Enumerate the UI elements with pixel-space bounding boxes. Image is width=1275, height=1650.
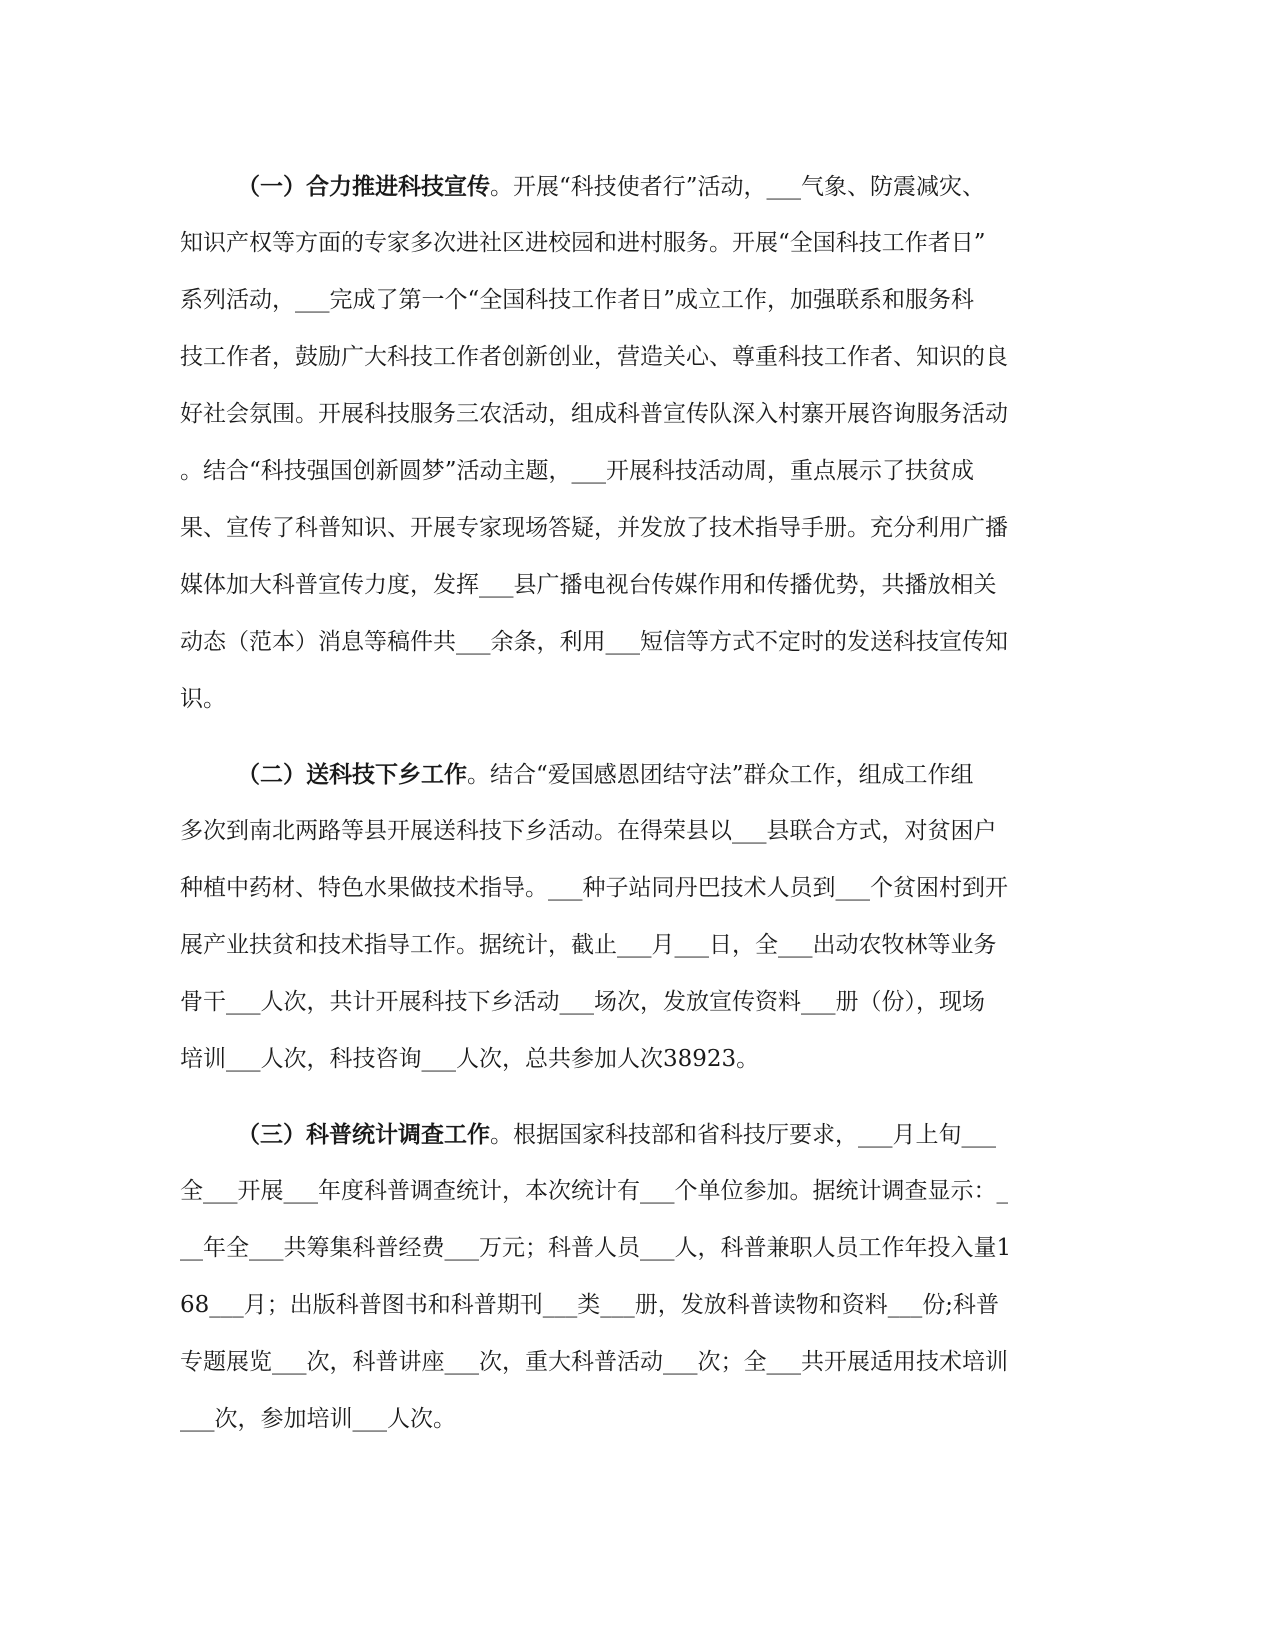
text-line: 68___月；出版科普图书和科普期刊___类___册，发放科普读物和资料___份;科普 [180,1292,1000,1318]
text-line: 技工作者，鼓励广大科技工作者创新创业，营造关心、尊重科技工作者、知识的良 [180,344,1008,370]
section-heading: （一）合力推进科技宣传 [237,173,490,200]
text-line: 多次到南北两路等县开展送科技下乡活动。在得荣县以___县联合方式，对贫困户 [180,818,997,844]
text-line: 识。 [180,686,226,712]
text-line: 培训___人次，科技咨询___人次，总共参加人次38923。 [180,1046,760,1072]
text-line: 系列活动，___完成了第一个“全国科技工作者日”成立工作，加强联系和服务科 [180,287,975,313]
text-line: 展产业扶贫和技术指导工作。据统计，截止___月___日，全___出动农牧林等业务 [180,932,997,958]
paragraph-first-line [180,746,1080,803]
line-text: 。根据国家科技部和省科技厅要求，___月上旬___ [490,1122,996,1148]
text-line: 好社会氛围。开展科技服务三农活动，组成科普宣传队深入村寨开展咨询服务活动 [180,401,1008,427]
document-page [180,158,1080,1466]
text-line: ___次，参加培训___人次。 [180,1406,456,1432]
text-line: 媒体加大科普宣传力度，发挥___县广播电视台传媒作用和传播优势，共播放相关 [180,572,997,598]
line-text: 。结合“爱国感恩团结守法”群众工作，组成工作组 [467,762,974,788]
line-text: 。开展“科技使者行”活动，___气象、防震减灾、 [490,174,986,200]
paragraph-tech-to-countryside [180,746,1080,1088]
section-heading: （三）科普统计调查工作 [237,1121,490,1148]
paragraph-first-line [180,1106,1080,1163]
paragraph-survey-statistics [180,1106,1080,1448]
paragraph-science-publicity [180,158,1080,728]
text-line: 全___开展___年度科普调查统计，本次统计有___个单位参加。据统计调查显示：_ [180,1178,1008,1204]
section-heading: （二）送科技下乡工作 [237,761,467,788]
text-line: 。结合“科技强国创新圆梦”活动主题，___开展科技活动周，重点展示了扶贫成 [180,458,975,484]
text-line: 动态（范本）消息等稿件共___余条，利用___短信等方式不定时的发送科技宣传知 [180,629,1008,655]
text-line: __年全___共筹集科普经费___万元；科普人员___人，科普兼职人员工作年投入量1 [180,1235,1012,1261]
text-line: 知识产权等方面的专家多次进社区进校园和进村服务。开展“全国科技工作者日” [180,230,986,256]
text-line: 专题展览___次，科普讲座___次，重大科普活动___次；全___共开展适用技术培训 [180,1349,1008,1375]
text-line: 种植中药材、特色水果做技术指导。___种子站同丹巴技术人员到___个贫困村到开 [180,875,1008,901]
text-line: 果、宣传了科普知识、开展专家现场答疑，并发放了技术指导手册。充分利用广播 [180,515,1008,541]
text-line: 骨干___人次，共计开展科技下乡活动___场次，发放宣传资料___册（份），现场 [180,989,985,1015]
paragraph-first-line [180,158,1080,215]
